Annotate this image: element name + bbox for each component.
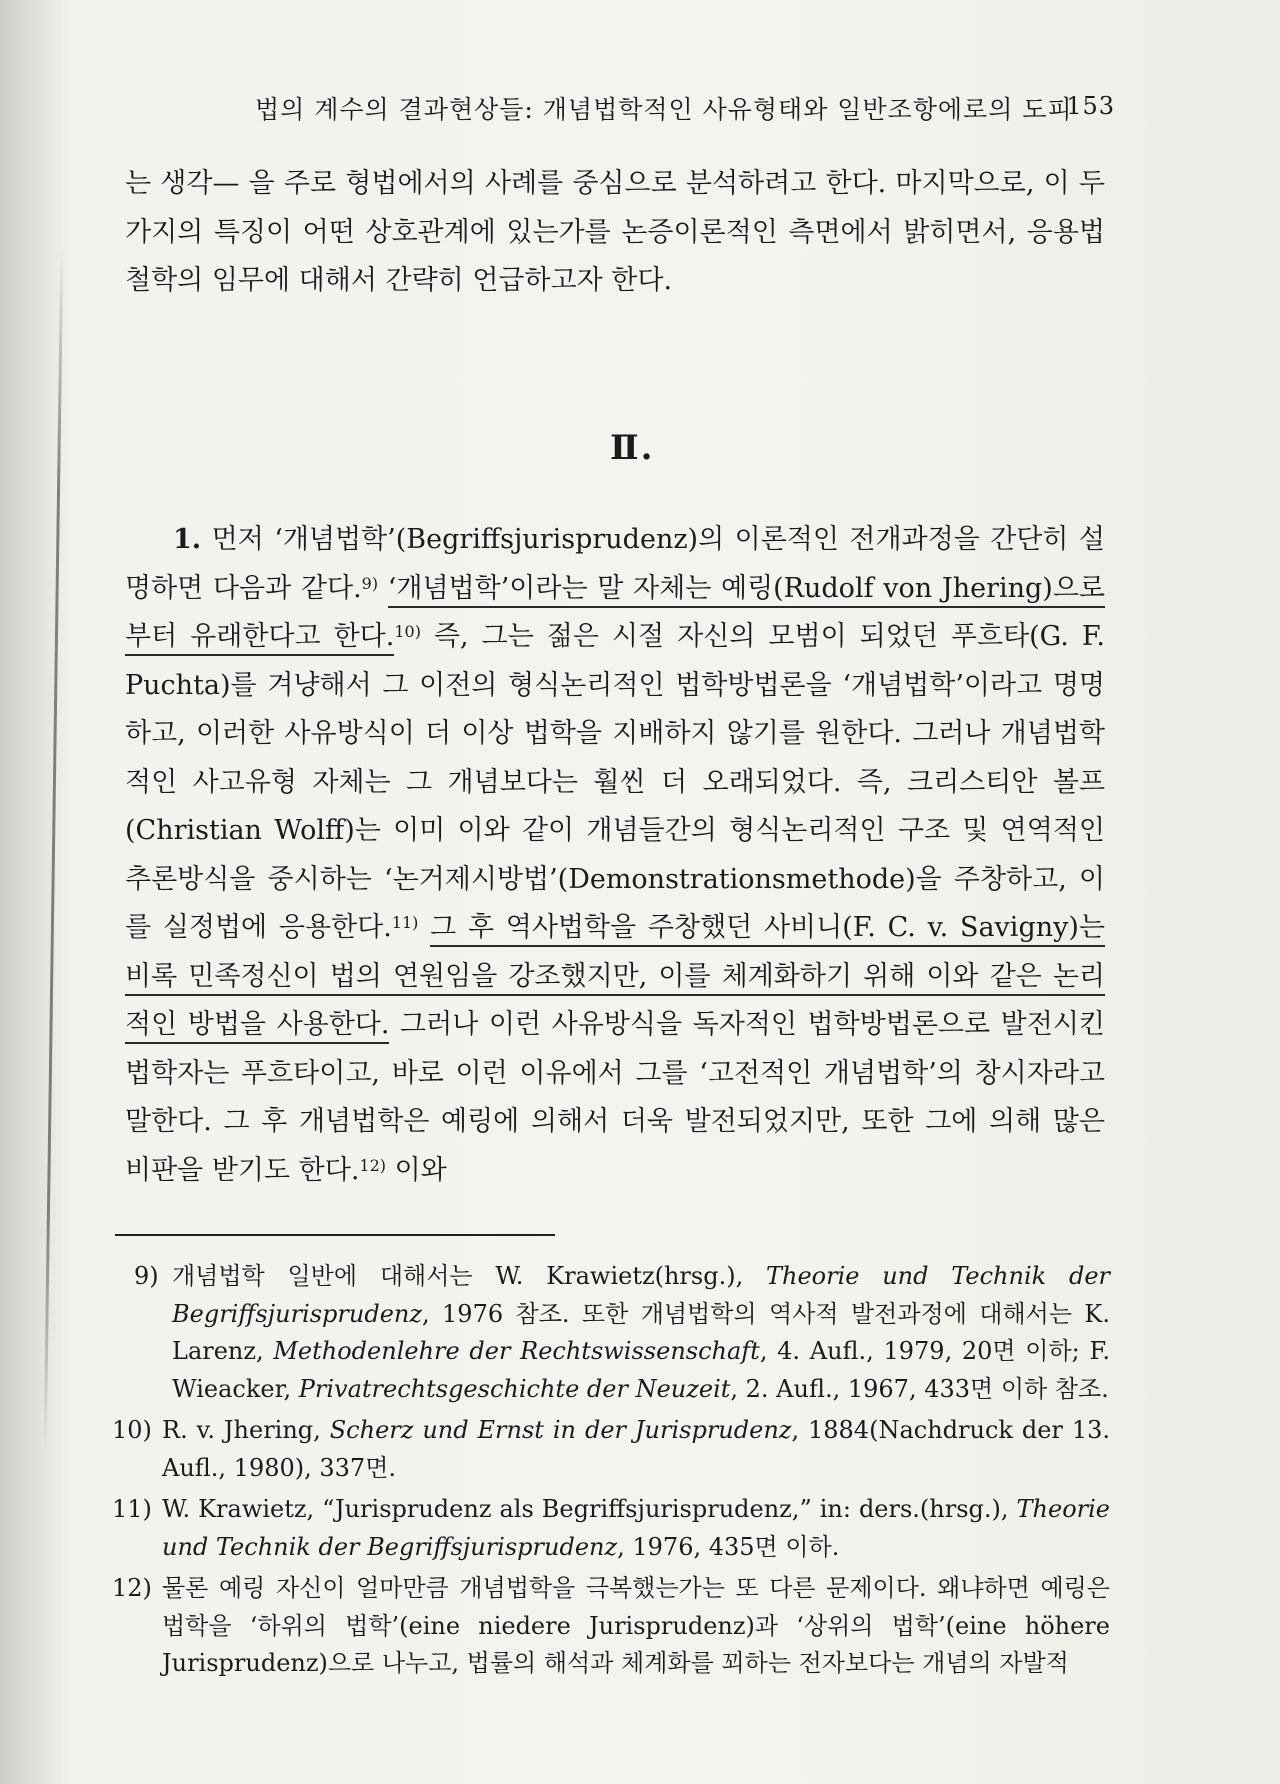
footnote-ref-10: 10)	[394, 622, 421, 641]
footnote-text: , 1976, 435면 이하.	[617, 1532, 840, 1561]
footnote-number: 9)	[134, 1262, 159, 1290]
main-paragraph	[125, 516, 1105, 1195]
footnote-italic-title: Theorie und Technik der Begriffsjurisprudenz	[162, 1495, 1110, 1561]
main-text-4: 이와	[386, 1154, 447, 1186]
footnote-ref-11: 11)	[391, 913, 419, 932]
footnote-10	[112, 1412, 1110, 1487]
main-text-2: 즉, 그는 젊은 시절 자신의 모범이 되었던 푸흐타(G. F. Puchta)를 겨냥해서 그 이전의 형식논리적인 법학방법론을 ‘개념법학’이라고 명명하고, 이러한 사유방식이 더 이상 법학을 지배하지 않기를 원한다. 그러나 개념법학적인 사고유형 자체는 그 개념보다는 훨씬 더 오래되었다. 즉, 크리스티안 볼프(Christian Wolff)는 이미 이와 같이 개념들간의 형식논리적인 구조 및 연역적인 추론방식을 중시하는 ‘논거제시방법’(Demonstrationsmethode)을 주창하고, 이를 실정법에 응용한다.	[125, 621, 1105, 943]
running-header-title: 법의 계수의 결과현상들: 개념법학적인 사유형태와 일반조항에로의 도피	[255, 95, 1073, 124]
footnote-12	[112, 1570, 1110, 1683]
footnote-ref-12: 12)	[359, 1155, 387, 1175]
paragraph-number: 1.	[173, 524, 202, 555]
main-text-1: 먼저 ‘개념법학’(Begriffsjurisprudenz)의 이론적인 전개과정을 간단히 설명하면 다음과 같다.	[125, 524, 1105, 604]
footnote-number: 11)	[112, 1495, 152, 1523]
footnote-number: 12)	[112, 1574, 152, 1602]
section-heading: Ⅱ.	[610, 428, 655, 468]
footnote-text: , 4. Aufl., 1979, 20면 이하; F. Wieacker,	[172, 1337, 1110, 1403]
footnote-italic-title: Scherz und Ernst in der Jurisprudenz	[329, 1416, 792, 1444]
footnote-11	[112, 1491, 1110, 1566]
main-text-3: 그러나 이런 사유방식을 독자적인 법학방법론으로 발전시킨 법학자는 푸흐타이고, 바로 이런 이유에서 그를 ‘고전적인 개념법학’의 창시자라고 말한다. 그 후 개념법학은 예링에 의해서 더욱 발전되었지만, 또한 그에 의해 많은 비판을 받기도 한다.	[125, 1009, 1105, 1186]
footnote-9	[112, 1258, 1110, 1408]
footnote-number: 10)	[112, 1416, 152, 1444]
underlined-text-1: ‘개념법학’이라는 말 자체는 예링(Rudolf von Jhering)으로부터 유래한다고 한다.	[125, 573, 1105, 657]
running-header	[255, 90, 1115, 126]
footnote-text: W. Krawietz, “Jurisprudenz als Begriffsjurisprudenz,” in: ders.(hrsg.),	[162, 1495, 1017, 1523]
footnote-separator	[115, 1234, 555, 1236]
underlined-text-2: 그 후 역사법학을 주창했던 사비니(F. C. v. Savigny)는 비록 민족정신이 법의 연원임을 강조했지만, 이를 체계화하기 위해 이와 같은 논리적인 방법을 사용한다.	[125, 912, 1105, 1044]
footnote-text: 물론 예링 자신이 얼마만큼 개념법학을 극복했는가는 또 다른 문제이다. 왜냐하면 예링은 법학을 ‘하위의 법학’(eine niedere Jurisprudenz)과 ‘상위의 법학’(eine höhere Jurisprudenz)으로 나누고, 법률의 해석과 체계화를 꾀하는 전자보다는 개념의 자발적	[162, 1574, 1110, 1677]
intro-paragraph: 는 생각— 을 주로 형법에서의 사례를 중심으로 분석하려고 한다. 마지막으로, 이 두 가지의 특징이 어떤 상호관계에 있는가를 논증이론적인 측면에서 밝히면서, 응용법철학의 임무에 대해서 간략히 언급하고자 한다.	[125, 168, 1105, 296]
footnotes	[112, 1258, 1110, 1687]
footnote-italic-title: Theorie und Technik der Begriffsjurisprudenz	[172, 1262, 1110, 1328]
footnote-text: 개념법학 일반에 대해서는 W. Krawietz(hrsg.),	[172, 1262, 766, 1290]
footnote-text: , 1884(Nachdruck der 13. Aufl., 1980), 337면.	[162, 1416, 1111, 1482]
page-number: 153	[1066, 92, 1115, 120]
footnote-text: , 1976 참조. 또한 개념법학의 역사적 발전과정에 대해서는 K. Larenz,	[172, 1299, 1110, 1365]
footnote-text: R. v. Jhering,	[162, 1416, 330, 1444]
footnote-italic-title: Methodenlehre der Rechtswissenschaft	[273, 1337, 760, 1365]
footnote-text: , 2. Aufl., 1967, 433면 이하 참조.	[730, 1374, 1109, 1403]
footnote-ref-9: 9)	[361, 573, 379, 593]
footnote-italic-title: Privatrechtsgeschichte der Neuzeit	[298, 1374, 731, 1403]
